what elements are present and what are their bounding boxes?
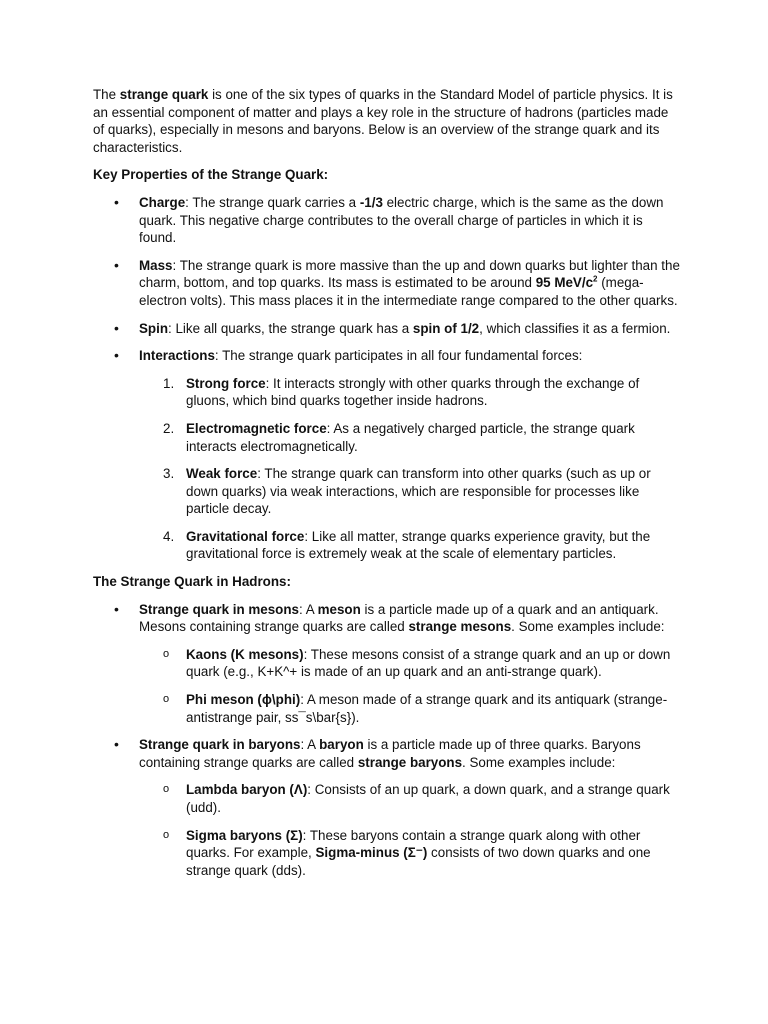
example-phi-meson [139, 691, 683, 726]
item-bold: baryon [319, 737, 364, 753]
item-label: Electromagnetic force [186, 420, 327, 436]
key-properties-list [93, 194, 683, 563]
item-text: : As a negatively charged particle, the strange quark interacts electromagnetically. [186, 420, 635, 454]
item-bold: strange mesons [408, 619, 512, 635]
item-label: Strange quark in mesons [139, 601, 299, 617]
item-text: consists of two down quarks and one strange quark (dds). [186, 845, 651, 878]
list-number: 3. [163, 466, 175, 482]
list-item-spin [93, 320, 683, 338]
item-bold: meson [317, 601, 361, 617]
item-text: : Like all quarks, the strange quark has a [168, 320, 413, 336]
section-heading-hadrons: The Strange Quark in Hadrons: [93, 574, 291, 590]
item-text: is a particle made up of a quark and an antiquark. Mesons containing strange quarks are called [139, 601, 659, 635]
list-item-interactions [93, 347, 683, 563]
list-item-mesons [93, 601, 683, 727]
item-text: . Some examples include: [462, 754, 616, 770]
baryon-examples-list [139, 781, 683, 879]
item-text: : Consists of an up quark, a down quark, and a strange quark (udd). [186, 782, 670, 815]
force-item-electromagnetic [139, 420, 683, 455]
item-label: Spin [139, 320, 169, 336]
forces-list [139, 375, 683, 563]
superscript: 2 [593, 274, 598, 284]
list-number: 2. [163, 420, 175, 436]
item-text: : The strange quark can transform into other quarks (such as up or down quarks) via weak interactions, which are responsible for processes like particle decay. [186, 466, 651, 517]
item-label: Lambda baryon (Λ) [186, 782, 308, 798]
meson-examples-list [139, 646, 683, 726]
item-bold: Sigma-minus (Σ⁻) [315, 845, 428, 861]
item-text: : A [300, 737, 320, 753]
force-item-weak [139, 465, 683, 518]
item-text: , which classifies it as a fermion. [479, 320, 671, 336]
intro-paragraph [93, 86, 683, 156]
item-label: Mass [139, 257, 173, 273]
item-text: : Like all matter, strange quarks experience gravity, but the gravitational force is extremely weak at the scale of elementary particles. [186, 528, 651, 562]
example-kaons [139, 646, 683, 681]
list-number: 1. [163, 375, 175, 391]
example-sigma-baryons [139, 827, 683, 880]
list-item-baryons [93, 736, 683, 879]
item-label: Kaons (K mesons) [186, 646, 304, 662]
item-bold: -1/3 [359, 194, 383, 210]
item-label: Gravitational force [186, 528, 305, 544]
item-text: . Some examples include: [511, 619, 665, 635]
item-label: Sigma baryons (Σ) [186, 827, 303, 843]
item-bold: spin of 1/2 [412, 320, 480, 336]
item-text: : These mesons consist of a strange quark and an up or down quark (e.g., K+K^+ is made of an up quark and an anti-strange quark). [186, 646, 671, 680]
item-text: (mega-electron volts). This mass places it in the intermediate range compared to the other quarks. [139, 275, 678, 308]
force-item-gravitational [139, 528, 683, 563]
item-text: : The strange quark is more massive than the up and down quarks but lighter than the charm, bottom, and top quarks. Its mass is estimated to be around [139, 257, 680, 291]
item-label: Interactions [139, 348, 215, 364]
list-item-charge [93, 194, 683, 247]
item-bold [536, 275, 598, 290]
item-label: Strange quark in baryons [139, 737, 301, 753]
item-label: Phi meson (ϕ\phi) [186, 692, 301, 708]
item-text: : A meson made of a strange quark and its antiquark (strange-antistrange pair, ss¯s\bar{s}). [186, 692, 668, 725]
item-text: is a particle made up of three quarks. Baryons containing strange quarks are called [139, 737, 641, 770]
example-lambda-baryon [139, 781, 683, 816]
list-item-mass [93, 257, 683, 310]
item-text: : The strange quark participates in all four fundamental forces: [214, 348, 583, 364]
item-text: : It interacts strongly with other quarks through the exchange of gluons, which bind quarks together inside hadrons. [186, 375, 640, 409]
item-text: : The strange quark carries a [185, 194, 360, 210]
item-label: Weak force [186, 466, 258, 482]
item-text: : A [299, 601, 318, 617]
hadrons-list [93, 601, 683, 880]
item-text: electric charge, which is the same as the down quark. This negative charge contributes to the overall charge of particles in which it is found. [139, 194, 664, 246]
intro-text: is one of the six types of quarks in the Standard Model of particle physics. It is an essential component of matter and plays a key role in the structure of hadrons (particles made of quarks), especially in mesons and baryons. Below is an overview of the strange quark and its characteristics. [93, 87, 673, 155]
item-label: Charge [139, 194, 186, 210]
item-bold: strange baryons [357, 754, 463, 770]
section-heading-key-properties: Key Properties of the Strange Quark: [93, 167, 329, 183]
item-label: Strong force [186, 375, 266, 391]
force-item-strong [139, 375, 683, 410]
item-text: : These baryons contain a strange quark along with other quarks. For example, [186, 827, 641, 861]
intro-text: The [93, 87, 120, 102]
mass-value: 95 MeV/c [535, 275, 594, 291]
document-page [93, 86, 683, 889]
list-number: 4. [163, 528, 175, 544]
intro-bold-term: strange quark [119, 87, 209, 102]
